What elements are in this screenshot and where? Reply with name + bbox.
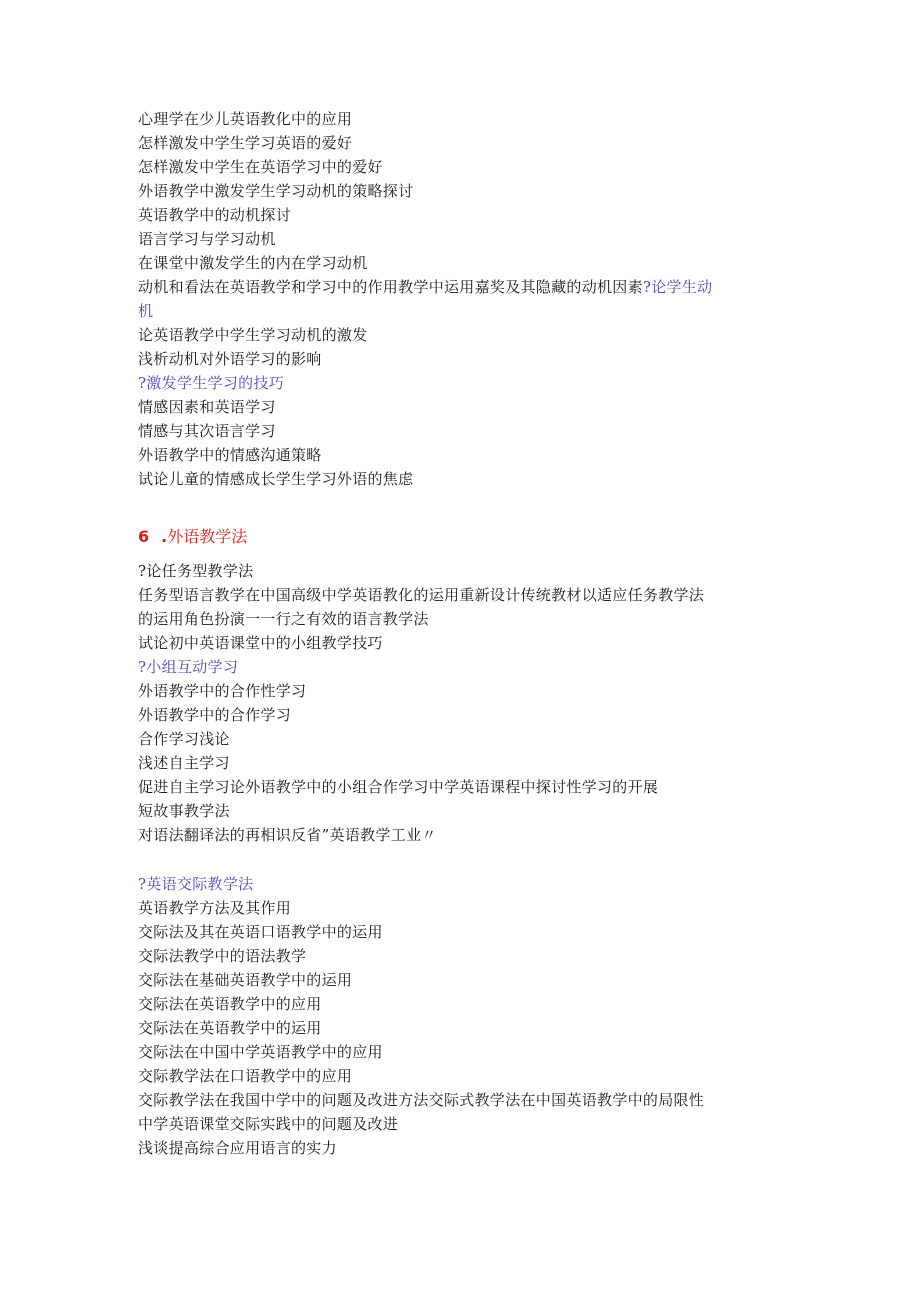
list-item-mixed: [138, 275, 788, 323]
list-item: 交际法在英语教学中的运用: [138, 1019, 322, 1037]
topic-list-methods: [138, 559, 788, 847]
list-item-link: ?英语交际教学法: [138, 875, 254, 893]
list-item: 情感因素和英语学习: [138, 398, 276, 416]
section-number: 6: [138, 527, 150, 546]
list-item: 短故事教学法: [138, 802, 230, 820]
list-item: 交际教学法在口语教学中的应用: [138, 1067, 353, 1085]
section-spacer: [138, 847, 788, 872]
list-item-link-text: ?论学生动: [642, 278, 713, 296]
list-item: ?论任务型教学法: [138, 562, 254, 580]
list-item: 外语教学中的情感沟通策略: [138, 446, 322, 464]
list-item: 交际法在中国中学英语教学中的应用: [138, 1043, 383, 1061]
topic-list-motivation-continued: [138, 323, 788, 491]
list-item-link: ?激发学生学习的技巧: [138, 374, 285, 392]
list-item: 心理学在少儿英语教化中的应用: [138, 110, 353, 128]
list-item: 外语教学中激发学生学习动机的策略探讨: [138, 182, 414, 200]
section-dot: .: [161, 527, 168, 546]
list-item: 的运用角色扮演一一行之有效的语言教学法: [138, 610, 429, 628]
list-item: 交际法在英语教学中的应用: [138, 995, 322, 1013]
list-item: 英语教学方法及其作用: [138, 899, 292, 917]
list-item: 英语教学中的动机探讨: [138, 206, 292, 224]
list-item: 交际法教学中的语法教学: [138, 947, 307, 965]
list-item: 外语教学中的合作性学习: [138, 682, 307, 700]
list-item: 交际法在基础英语教学中的运用: [138, 971, 353, 989]
section-heading: [138, 525, 788, 549]
list-item: 浅述自主学习: [138, 754, 230, 772]
list-item: 论英语教学中学生学习动机的激发: [138, 326, 368, 344]
list-item: 中学英语课堂交际实践中的问题及改进: [138, 1115, 399, 1133]
list-item: 在课堂中激发学生的内在学习动机: [138, 254, 368, 272]
list-item-link-text-continued: 机: [138, 302, 154, 320]
list-item: 合作学习浅论: [138, 730, 230, 748]
list-item-link: ?小组互动学习: [138, 658, 239, 676]
list-item-text: 动机和看法在英语教学和学习中的作用教学中运用嘉奖及其隐藏的动机因素: [138, 278, 643, 296]
list-item: 怎样激发中学生在英语学习中的爱好: [138, 158, 383, 176]
list-item: 浅析动机对外语学习的影响: [138, 350, 322, 368]
list-item: 对语法翻译法的再相识反省”英语教学工业〃: [138, 826, 437, 844]
list-item: 交际教学法在我国中学中的问题及改进方法交际式教学法在中国英语教学中的局限性: [138, 1091, 705, 1109]
document-page: [138, 107, 788, 1160]
list-item: 试论儿童的情感成长学生学习外语的焦虑: [138, 470, 414, 488]
section-title: 外语教学法: [167, 527, 248, 546]
list-item: 试论初中英语课堂中的小组教学技巧: [138, 634, 383, 652]
list-item: 交际法及其在英语口语教学中的运用: [138, 923, 383, 941]
list-item: 促进自主学习论外语教学中的小组合作学习中学英语课程中探讨性学习的开展: [138, 778, 659, 796]
list-item: 怎样激发中学生学习英语的爱好: [138, 134, 353, 152]
topic-list-communicative: [138, 872, 788, 1160]
topic-list-motivation: [138, 107, 788, 275]
list-item: 情感与其次语言学习: [138, 422, 276, 440]
list-item: 任务型语言教学在中国高级中学英语教化的运用重新设计传统教材以适应任务教学法: [138, 586, 705, 604]
list-item: 浅谈提高综合应用语言的实力: [138, 1139, 337, 1157]
list-item: 外语教学中的合作学习: [138, 706, 292, 724]
list-item: 语言学习与学习动机: [138, 230, 276, 248]
